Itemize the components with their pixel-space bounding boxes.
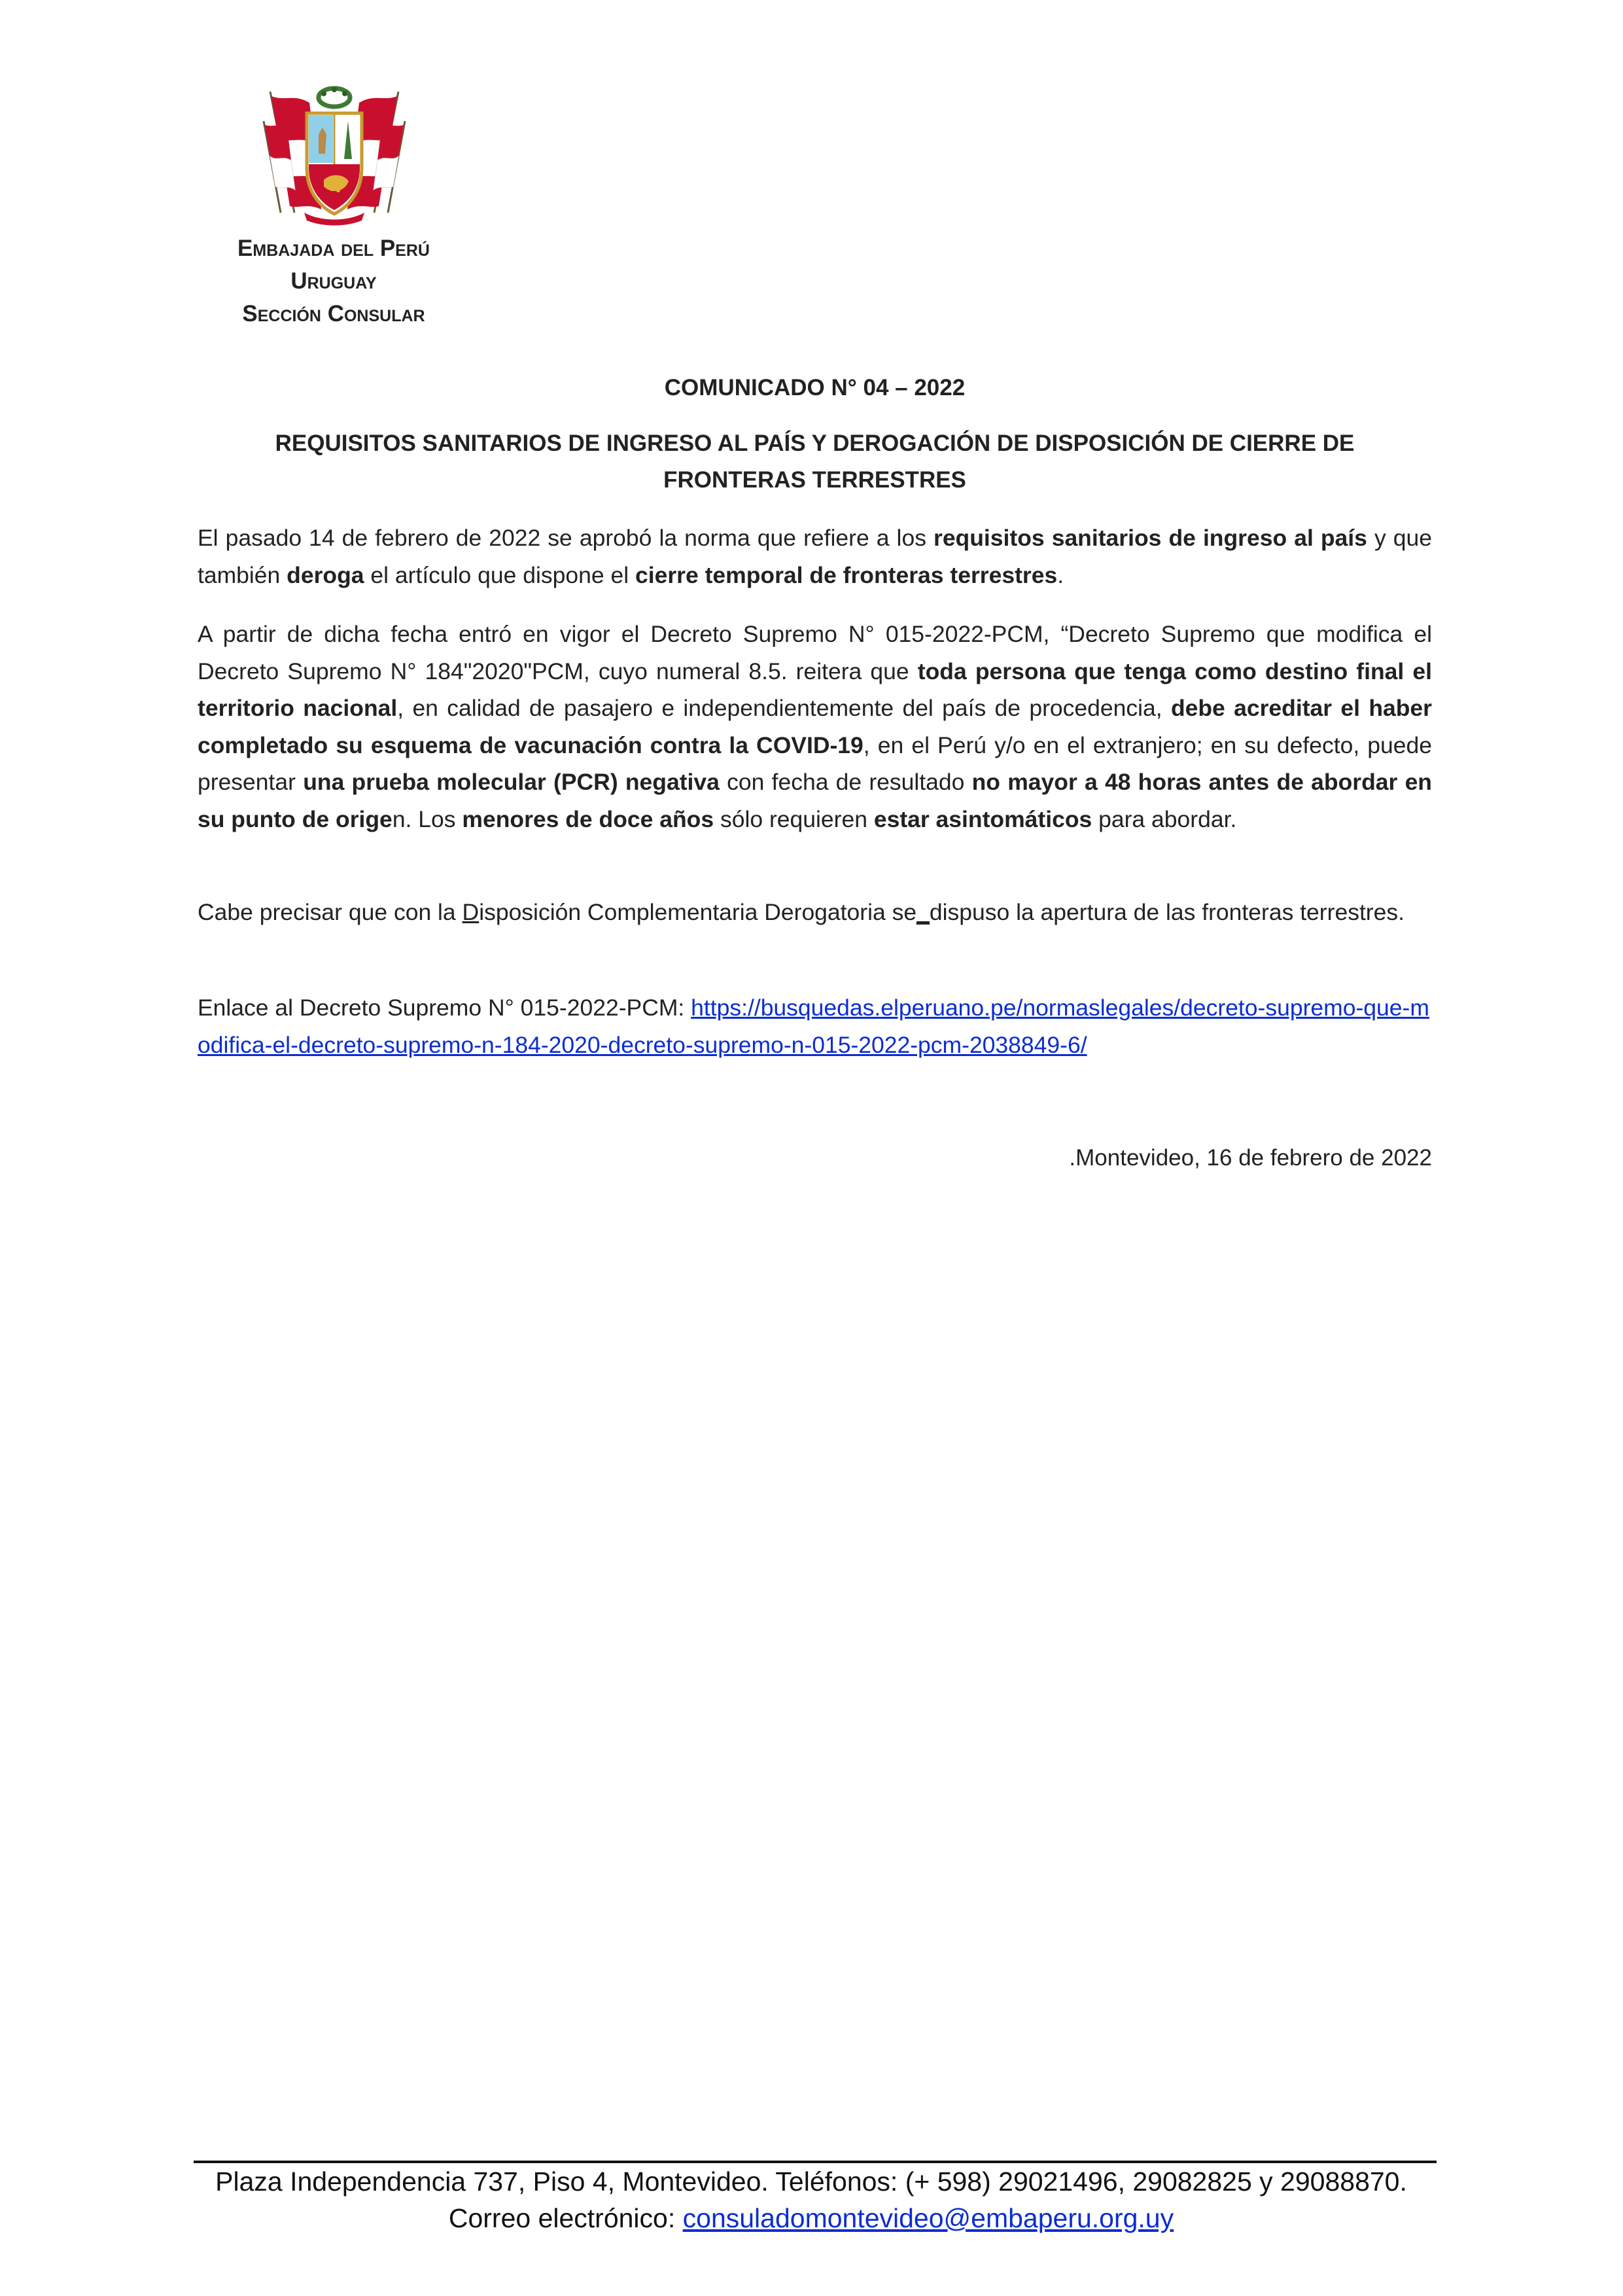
letterhead-embassy: Embajada del Perú [237,236,430,261]
footer-email-link[interactable]: consuladomontevideo@embaperu.org.uy [682,2203,1174,2233]
p2-bold-4: no mayor a 48 horas antes de abordar en su punto de orige [198,769,1432,832]
footer-email-label: Correo electrónico: [448,2203,683,2233]
footer [157,2163,1465,2236]
paragraph-3 [198,894,1432,931]
p1-bold-1: requisitos sanitarios de ingreso al país [934,525,1367,551]
p2-text-1: A partir de dicha fecha entró en vigor el Decreto Supremo N° 015-2022-PCM, “Decreto Supremo que modifica el Decreto Supremo N° 184"2020"PCM, cuyo numeral 8.5. reitera que [198,621,1432,684]
communique-heading [198,425,1432,499]
p2-bold-6: estar asintomáticos [873,805,1092,832]
p2-bold-5: menores de doce años [462,805,714,832]
p3-text-1: Cabe precisar que con la [198,899,462,925]
shield [307,113,362,214]
p3-text-3: dispuso la apertura de las fronteras terrestres. [929,899,1405,925]
heading-line-2: FRONTERAS TERRESTRES [663,467,966,493]
letterhead-section: Sección Consular [242,301,425,327]
p3-underlined-2: _ [916,899,930,925]
p2-text-5: n. Los [392,805,462,832]
letterhead-country: Uruguay [290,268,377,294]
footer-email-line [157,2200,1465,2236]
p1-bold-3: cierre temporal de fronteras terrestres [635,561,1058,588]
dateline: .Montevideo, 16 de febrero de 2022 [1069,1145,1432,1171]
letterhead [137,232,530,330]
peru-coat-of-arms-icon [258,82,410,229]
p2-bold-1: toda persona que tenga como destino final el territorio nacional [198,658,1432,721]
p2-text-2: , en calidad de pasajero e independientemente del país de procedencia, [397,695,1171,721]
p3-text-2: isposición Complementaria Derogatoria se [479,899,917,925]
decree-link[interactable]: https://busquedas.elperuano.pe/normaslegales/decreto-supremo-que-modifica-el-decreto-supremo-n-184-2020-decreto-supremo-n-015-2022-pcm-2038849-6/ [198,995,1429,1058]
p1-text-3: el artículo que dispone el [364,561,635,588]
p2-text-7: para abordar. [1092,805,1237,832]
p2-text-6: sólo requieren [714,805,874,832]
communique-number: COMUNICADO N° 04 – 2022 [664,375,966,400]
p2-bold-2: debe acreditar el haber completado su esquema de vacunación contra la COVID-19 [198,695,1432,758]
p1-text-4: . [1057,561,1064,588]
p1-bold-2: deroga [287,561,364,588]
heading-line-1: REQUISITOS SANITARIOS DE INGRESO AL PAÍS Y DEROGACIÓN DE DISPOSICIÓN DE CIERRE DE [275,431,1355,456]
paragraph-1 [198,520,1432,593]
p1-text-1: El pasado 14 de febrero de 2022 se aprobó la norma que refiere a los [198,525,934,551]
p2-bold-3: una prueba molecular (PCR) negativa [303,769,720,795]
paragraph-4 [198,989,1432,1063]
footer-address: Plaza Independencia 737, Piso 4, Montevideo. Teléfonos: (+ 598) 29021496, 29082825 y 29088870. [215,2166,1407,2197]
paragraph-2 [198,616,1432,838]
holm-oak-wreath [319,87,350,107]
p2-text-3: , en el Perú y/o en el extranjero; en su defecto, puede presentar [198,732,1432,795]
decree-link-label: Enlace al Decreto Supremo N° 015-2022-PCM: [198,995,691,1021]
p3-underlined-1: D [462,899,480,925]
p1-text-2: y que también [198,525,1432,588]
p2-text-4: con fecha de resultado [719,769,972,795]
